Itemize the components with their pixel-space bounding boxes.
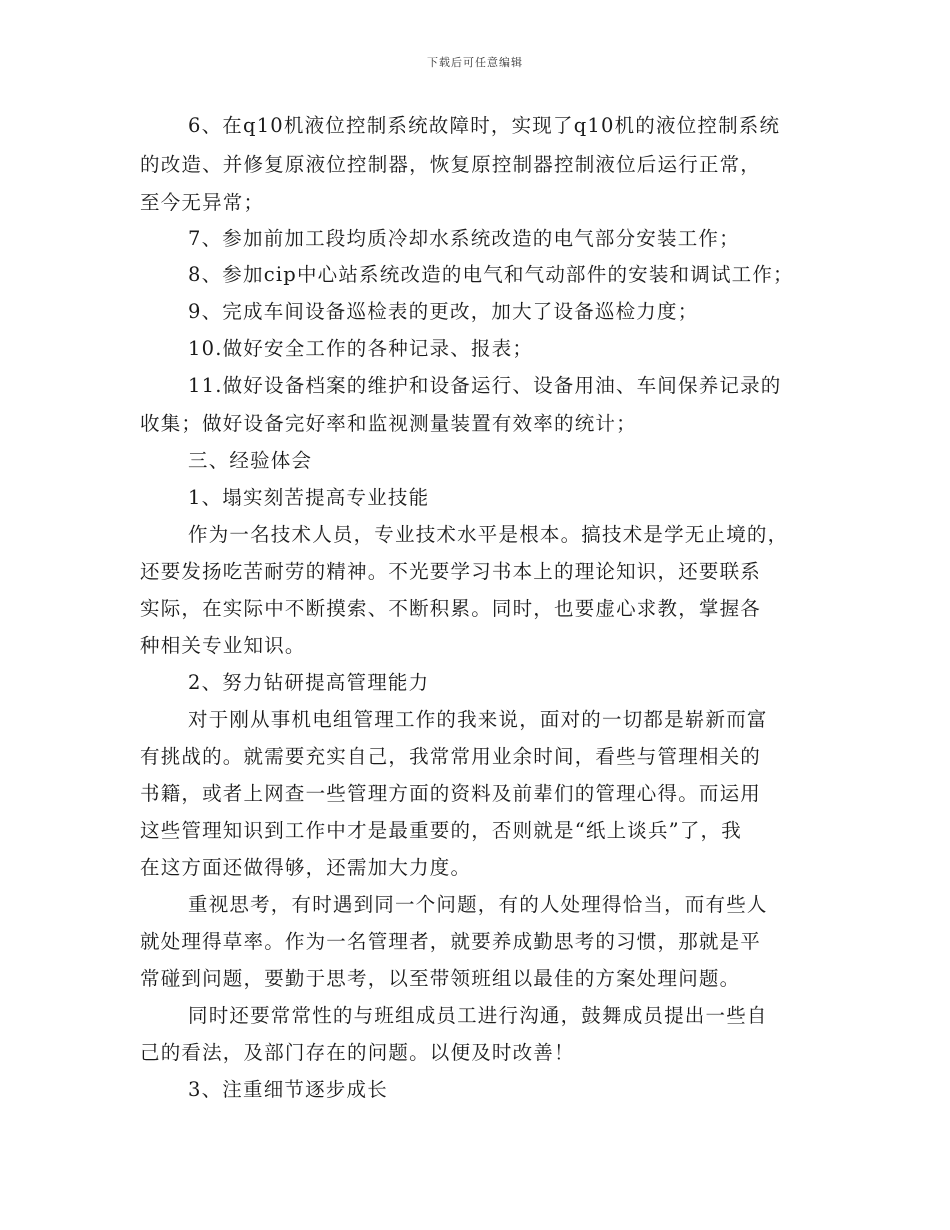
body-line: 有挑战的。就需要充实自己，我常常用业余时间，看些与管理相关的: [140, 745, 762, 768]
body-line: 9、完成车间设备巡检表的更改，加大了设备巡检力度；: [188, 300, 699, 323]
body-line: 在这方面还做得够，还需加大力度。: [140, 856, 472, 879]
subsection-heading: 3、注重细节逐步成长: [188, 1078, 388, 1101]
body-line: 10.做好安全工作的各种记录、报表；: [188, 337, 534, 360]
subsection-heading: 2、努力钻研提高管理能力: [188, 671, 430, 694]
subsection-heading: 1、塌实刻苦提高专业技能: [188, 486, 430, 509]
body-line: 种相关专业知识。: [140, 634, 306, 657]
body-line: 还要发扬吃苦耐劳的精神。不光要学习书本上的理论知识，还要联系: [140, 560, 762, 583]
body-line: 对于刚从事机电组管理工作的我来说，面对的一切都是崭新而富: [188, 708, 768, 731]
header-note: 下载后可任意编辑: [427, 56, 523, 69]
body-line: 11.做好设备档案的维护和设备运行、设备用油、车间保养记录的: [188, 374, 782, 397]
section-heading: 三、经验体会: [188, 449, 313, 472]
body-line: 这些管理知识到工作中才是最重要的，否则就是“纸上谈兵”了，我: [140, 819, 742, 842]
body-line: 至今无异常；: [140, 191, 265, 214]
body-line: 重视思考，有时遇到同一个问题，有的人处理得恰当，而有些人: [188, 893, 768, 916]
body-line: 实际，在实际中不断摸索、不断积累。同时，也要虚心求教，掌握各: [140, 597, 762, 620]
body-line: 同时还要常常性的与班组成员工进行沟通，鼓舞成员提出一些自: [188, 1004, 768, 1027]
body-line: 收集；做好设备完好率和监视测量装置有效率的统计；: [140, 412, 637, 435]
body-line: 的改造、并修复原液位控制器，恢复原控制器控制液位后运行正常，: [140, 153, 762, 176]
body-line: 书籍，或者上网查一些管理方面的资料及前辈们的管理心得。而运用: [140, 782, 762, 805]
body-line: 就处理得草率。作为一名管理者，就要养成勤思考的习惯，那就是平: [140, 930, 762, 953]
body-line: 己的看法，及部门存在的问题。以便及时改善！: [140, 1041, 575, 1064]
body-line: 6、在q10机液位控制系统故障时，实现了q10机的液位控制系统: [188, 114, 781, 137]
body-line: 8、参加cip中心站系统改造的电气和气动部件的安装和调试工作；: [188, 263, 794, 286]
body-line: 7、参加前加工段均质冷却水系统改造的电气部分安装工作；: [188, 227, 740, 250]
body-line: 作为一名技术人员，专业技术水平是根本。搞技术是学无止境的，: [188, 523, 789, 546]
body-line: 常碰到问题，要勤于思考，以至带领班组以最佳的方案处理问题。: [140, 967, 741, 990]
